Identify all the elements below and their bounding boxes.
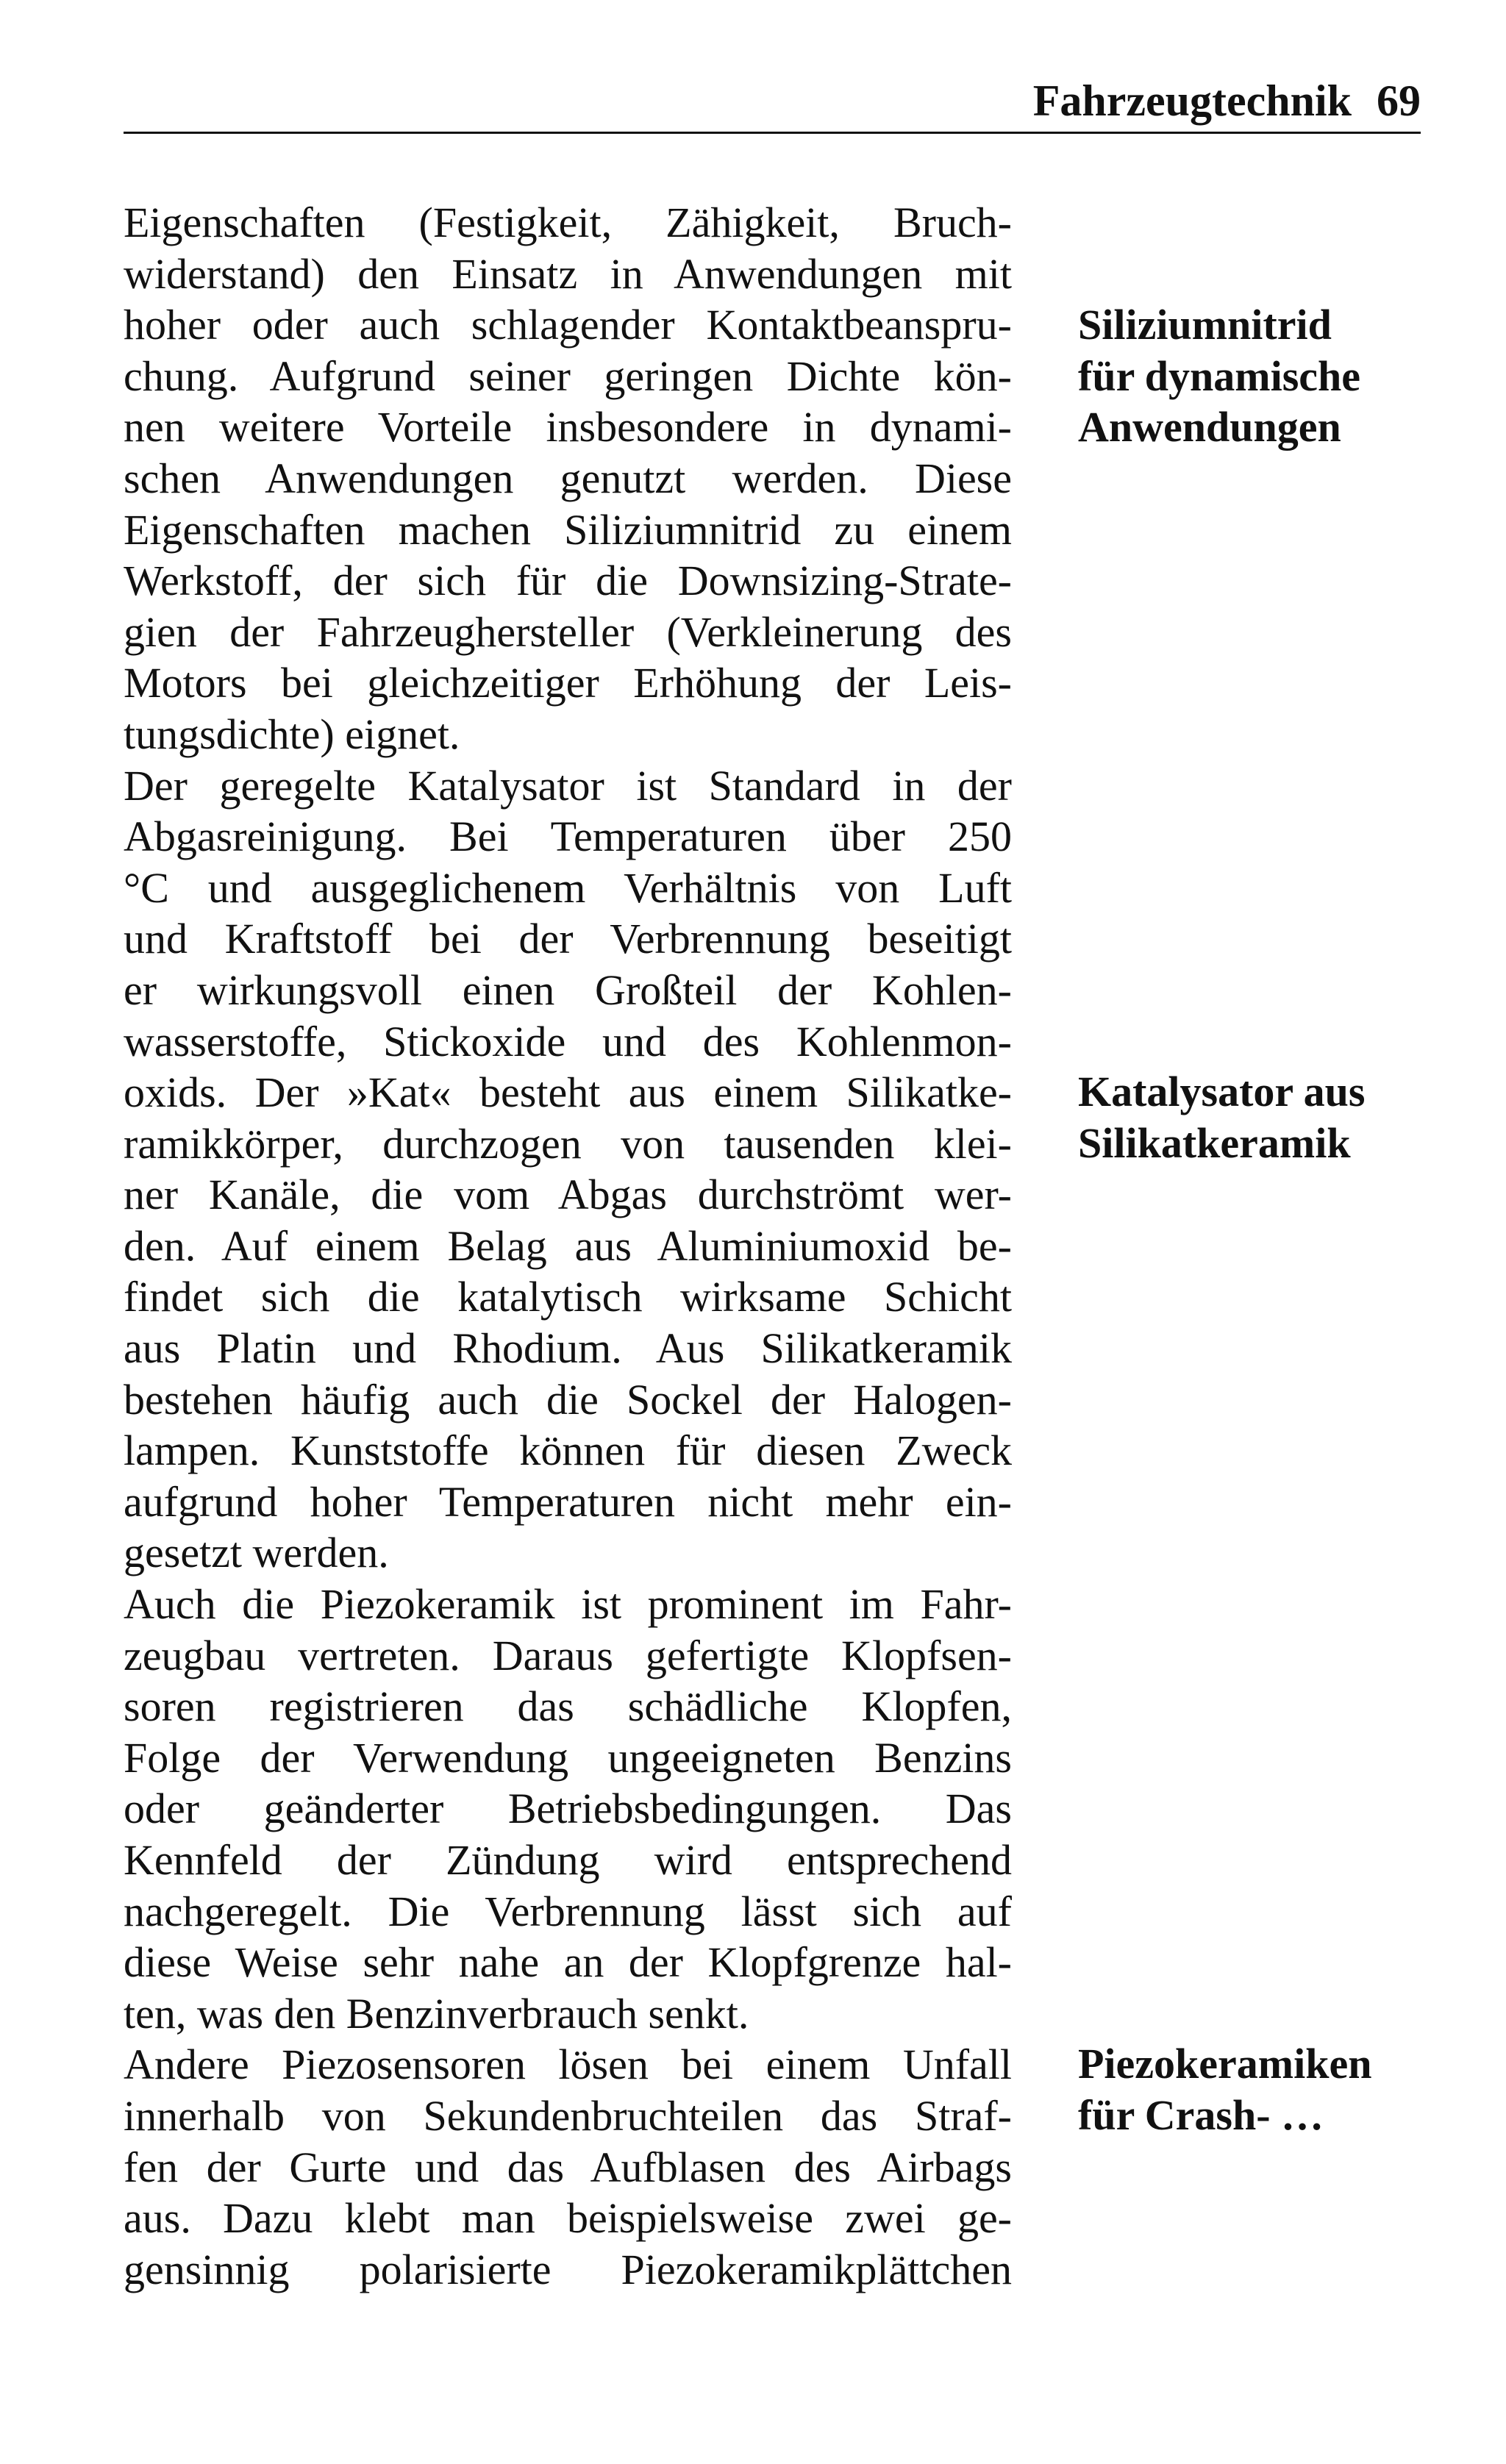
text-line: aufgrund hoher Temperaturen nicht mehr ein- xyxy=(124,1477,1012,1526)
text-line: Werkstoff, der sich für die Downsizing-Strate- xyxy=(124,557,1012,605)
paragraph xyxy=(124,1579,1012,2039)
text-line: Andere Piezosensoren lösen bei einem Unfall xyxy=(124,2040,1012,2089)
text-line: aus Platin und Rhodium. Aus Silikatkeramik xyxy=(124,1324,1012,1373)
text-line: den. Auf einem Belag aus Aluminiumoxid be- xyxy=(124,1221,1012,1270)
paragraph xyxy=(124,197,1012,760)
text-line: findet sich die katalytisch wirksame Schicht xyxy=(124,1273,1012,1321)
text-line: nen weitere Vorteile insbesondere in dynami- xyxy=(124,403,1012,451)
text-line: Eigenschaften (Festigkeit, Zähigkeit, Bruch- xyxy=(124,199,1012,246)
text-line: ner Kanäle, die vom Abgas durchströmt wer- xyxy=(124,1171,1012,1219)
text-line: hoher oder auch schlagender Kontaktbeanspru- xyxy=(124,301,1012,349)
text-line: aus. Dazu klebt man beispielsweise zwei ge- xyxy=(124,2194,1012,2243)
text-line: diese Weise sehr nahe an der Klopfgrenze hal- xyxy=(124,1938,1012,1987)
text-line: ten, was den Benzinverbrauch senkt. xyxy=(124,1989,749,2038)
text-line: er wirkungsvoll einen Großteil der Kohlen- xyxy=(124,965,1012,1014)
margin-note-line: für Crash- … xyxy=(1078,2090,1324,2139)
text-line: gensinnig polarisierte Piezokeramikplättchen xyxy=(124,2245,1012,2293)
text-line: Abgasreinigung. Bei Temperaturen über 250 xyxy=(124,813,1012,861)
text-line: Auch die Piezokeramik ist prominent im Fahr- xyxy=(124,1580,1012,1629)
margin-note-line: Silikatkeramik xyxy=(1078,1118,1351,1167)
text-line: wasserstoffe, Stickoxide und des Kohlenmon- xyxy=(124,1017,1012,1065)
margin-note-siliziumnitrid xyxy=(1078,299,1431,453)
text-line: gesetzt werden. xyxy=(124,1529,389,1577)
paragraph xyxy=(124,760,1012,1579)
margin-note-line: Siliziumnitrid xyxy=(1078,301,1332,349)
text-line: Kennfeld der Zündung wird entsprechend xyxy=(124,1836,1012,1884)
text-line: oxids. Der »Kat« besteht aus einem Silikatke- xyxy=(124,1068,1012,1117)
text-line: Folge der Verwendung ungeeigneten Benzins xyxy=(124,1733,1012,1782)
margin-note-piezokeramiken xyxy=(1078,2038,1431,2140)
text-line: oder geänderter Betriebsbedingungen. Das xyxy=(124,1785,1012,1833)
text-line: tungsdichte) eignet. xyxy=(124,710,460,758)
text-line: zeugbau vertreten. Daraus gefertigte Klopfsen- xyxy=(124,1631,1012,1679)
text-line: chung. Aufgrund seiner geringen Dichte kön- xyxy=(124,351,1012,400)
text-line: bestehen häufig auch die Sockel der Halogen- xyxy=(124,1375,1012,1424)
text-line: Eigenschaften machen Siliziumnitrid zu einem xyxy=(124,505,1012,554)
text-line: °C und ausgeglichenem Verhältnis von Luft xyxy=(124,863,1012,912)
body-text xyxy=(124,197,1012,2295)
margin-note-katalysator xyxy=(1078,1066,1431,1168)
margin-note-line: für dynamische xyxy=(1078,351,1361,400)
section-title: Fahrzeugtechnik xyxy=(1032,76,1352,125)
text-line: fen der Gurte und das Aufblasen des Airbags xyxy=(124,2143,1012,2191)
page-number: 69 xyxy=(1377,76,1421,125)
margin-note-line: Katalysator aus xyxy=(1078,1068,1366,1115)
margin-note-line: Anwendungen xyxy=(1078,403,1341,451)
text-line: widerstand) den Einsatz in Anwendungen mit xyxy=(124,249,1012,298)
text-line: innerhalb von Sekundenbruchteilen das Straf- xyxy=(124,2091,1012,2140)
text-line: soren registrieren das schädliche Klopfen, xyxy=(124,1682,1012,1731)
text-line: Der geregelte Katalysator ist Standard in der xyxy=(124,761,1012,810)
margin-note-line: Piezokeramiken xyxy=(1078,2040,1372,2088)
text-line: schen Anwendungen genutzt werden. Diese xyxy=(124,454,1012,502)
text-line: nachgeregelt. Die Verbrennung lässt sich auf xyxy=(124,1887,1012,1935)
text-line: und Kraftstoff bei der Verbrennung beseitigt xyxy=(124,915,1012,963)
running-head xyxy=(124,68,1421,134)
text-line: Motors bei gleichzeitiger Erhöhung der Leis- xyxy=(124,659,1012,707)
text-line: lampen. Kunststoffe können für diesen Zweck xyxy=(124,1426,1012,1475)
text-line: gien der Fahrzeughersteller (Verkleinerung des xyxy=(124,607,1012,656)
text-line: ramikkörper, durchzogen von tausenden klei- xyxy=(124,1119,1012,1168)
paragraph xyxy=(124,2039,1012,2295)
